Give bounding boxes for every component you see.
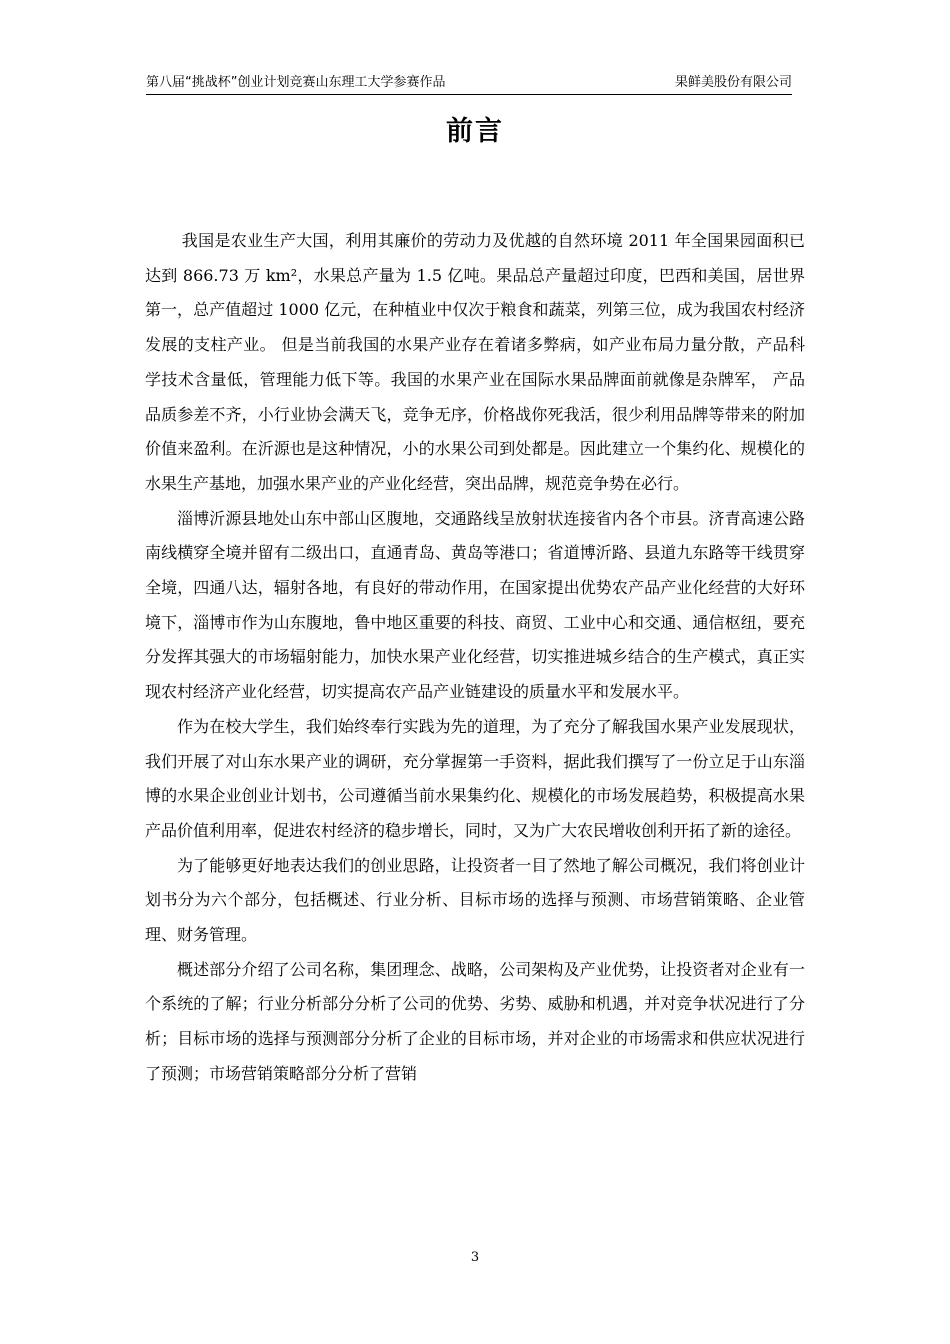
paragraph-3: 作为在校大学生，我们始终奉行实践为先的道理，为了充分了解我国水果产业发展现状，我们开展了对山东水果产业的调研，充分掌握第一手资料，据此我们撰写了一份立足于山东淄博的水果企业创业计划书，公司遵循当前水果集约化、规模化的市场发展趋势，积极提高水果产品价值利用率，促进农村经济的稳步增长，同时，又为广大农民增收创利开拓了新的途径。 [145, 716, 805, 840]
header-competition-title: 第八届“挑战杯”创业计划竞赛山东理工大学参赛作品 [146, 75, 446, 90]
header-company-name: 果鲜美股份有限公司 [674, 75, 792, 90]
paragraph-1: 我国是农业生产大国，利用其廉价的劳动力及优越的自然环境 2011 年全国果园面积已达到 866.73 万 km²，水果总产量为 1.5 亿吨。果品总产量超过印度，巴西和美国，居世界第一，总产值超过 1000 亿元，在种植业中仅次于粮食和蔬菜，列第三位，成为我国农村经济发展的支柱产业。 但是当前我国的水果产业存在着诸多弊病，如产业布局力量分散，产品科学技术含量低，管理能力低下等。我国的水果产业在国际水果品牌面前就像是杂牌军， 产品品质参差不齐，小行业协会满天飞，竞争无序，价格战你死我活，很少利用品牌等带来的附加价值来盈利。在沂源也是这种情况，小的水果公司到处都是。因此建立一个集约化、规模化的水果生产基地，加强水果产业的产业化经营，突出品牌，规范竞争势在必行。 [145, 231, 805, 493]
page-title: 前言 [446, 116, 504, 147]
page-number: 3 [470, 1250, 480, 1265]
paragraph-4: 为了能够更好地表达我们的创业思路，让投资者一目了然地了解公司概况，我们将创业计划书分为六个部分，包括概述、行业分析、目标市场的选择与预测、市场营销策略、企业管理、财务管理。 [145, 855, 805, 945]
body-text [145, 224, 805, 1092]
paragraph-5: 概述部分介绍了公司名称，集团理念、战略，公司架构及产业优势，让投资者对企业有一个系统的了解；行业分析部分分析了公司的优势、劣势、威胁和机遇，并对竞争状况进行了分析；目标市场的选择与预测部分分析了企业的目标市场，并对企业的市场需求和供应状况进行了预测；市场营销策略部分分析了营销 [145, 959, 805, 1083]
paragraph-2: 淄博沂源县地处山东中部山区腹地，交通路线呈放射状连接省内各个市县。济青高速公路南线横穿全境并留有二级出口，直通青岛、黄岛等港口；省道博沂路、县道九东路等干线贯穿全境，四通八达，辐射各地，有良好的带动作用，在国家提出优势农产品产业化经营的大好环境下，淄博市作为山东腹地，鲁中地区重要的科技、商贸、工业中心和交通、通信枢纽，要充分发挥其强大的市场辐射能力，加快水果产业化经营，切实推进城乡结合的生产模式，真正实现农村经济产业化经营，切实提高农产品产业链建设的质量水平和发展水平。 [145, 508, 805, 702]
running-header [146, 72, 792, 95]
